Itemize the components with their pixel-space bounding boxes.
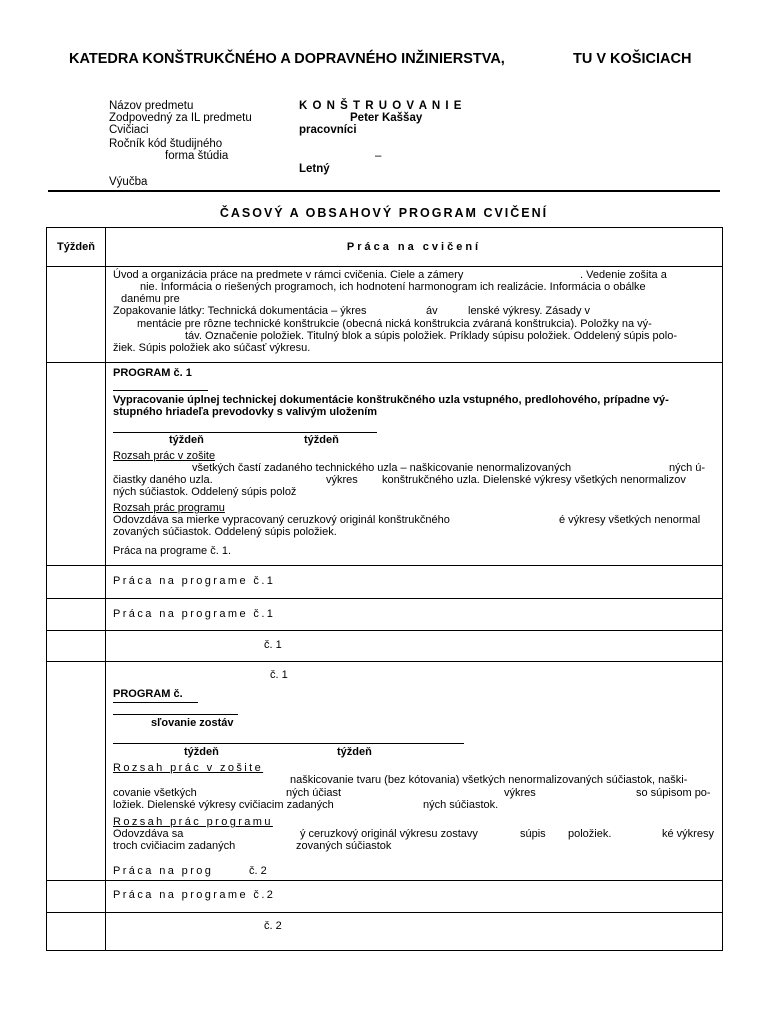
work-cell [106, 631, 723, 662]
program-work-note: Práca na programe č. 1. [113, 545, 232, 557]
row8-text: č. 2 [264, 920, 282, 932]
row6-top-text: č. 1 [270, 669, 288, 681]
row1-line2: nie. Informácia o riešených programoch, ich hodnotení harmonogram ich realizácie. Informácia o obálke [140, 281, 646, 293]
program-line1a: Odovzdáva sa [113, 828, 184, 840]
work-cell [106, 566, 723, 599]
work-cell [106, 662, 723, 881]
season-value: Letný [299, 163, 330, 175]
program-work-note-a: Práca na prog [113, 865, 214, 877]
week-end: týždeň [304, 434, 339, 446]
program-line2b: zovaných súčiastok [296, 840, 392, 852]
notebook-line2a: covanie všetkých [113, 787, 197, 799]
notebook-line1a: všetkých častí zadaného technického uzla – naškicovanie nenormalizovaných [192, 462, 572, 474]
form-value: – [375, 150, 382, 162]
table-row [47, 881, 723, 913]
responsible-label: Zodpovedný za IL predmetu [109, 112, 252, 124]
university-name: TU V KOŠICIACH [573, 51, 692, 67]
form-label: forma štúdia [165, 150, 229, 162]
row5-text: č. 1 [264, 639, 282, 651]
week-cell [47, 267, 106, 363]
program-line1b: ý ceruzkový originál výkresu zostavy [300, 828, 478, 840]
row1-line4c: lenské výkresy. Zásady v [468, 305, 591, 317]
program-work-note-b: č. 2 [249, 865, 267, 877]
instructors-value: pracovníci [299, 124, 357, 136]
column-header-week: Týždeň [47, 228, 106, 267]
program-1-title-line2: stupného hriadeľa prevodovky s valivým uložením [113, 406, 378, 418]
row4-text: Práca na programe č.1 [113, 608, 276, 620]
scope-notebook-heading: Rozsah prác v zošite [113, 450, 216, 462]
row1-line6: táv. Označenie položiek. Titulný blok a súpis položiek. Príklady súpisu položiek. Oddelený súpis polo- [185, 330, 678, 342]
row1-line4b: áv [426, 305, 438, 317]
week-cell [47, 881, 106, 913]
subject-label: Názov predmetu [109, 100, 194, 112]
week-end: týždeň [337, 746, 372, 758]
table-row [47, 566, 723, 599]
row3-text: Práca na programe č.1 [113, 575, 276, 587]
program-1-title-line1: Vypracovanie úplnej technickej dokumentácie konštrukčného uzla vstupného, predlohového, prípadne vý- [113, 394, 669, 406]
year-label: Ročník kód študijného [109, 138, 223, 150]
week-cell [47, 631, 106, 662]
work-cell [106, 267, 723, 363]
program-line2: zovaných súčiastok. Oddelený súpis položiek. [113, 526, 337, 538]
row1-line1a: Úvod a organizácia práce na predmete v rámci cvičenia. Ciele a zámery [113, 269, 464, 281]
row1-line4a: Zopakovanie látky: Technická dokumentácia – ýkres [113, 305, 367, 317]
notebook-line2d: so súpisom po- [636, 787, 711, 799]
row1-line7: žiek. Súpis položiek ako súčasť výkresu. [113, 342, 311, 354]
week-start: týždeň [184, 746, 219, 758]
notebook-line2b: výkres [326, 474, 358, 486]
table-row [47, 631, 723, 662]
work-cell [106, 881, 723, 913]
program-line2a: troch cvičiacim zadaných [113, 840, 236, 852]
week-cell [47, 913, 106, 951]
row7-text: Práca na programe č.2 [113, 889, 276, 901]
scope-program-heading: Rozsah prác programu [113, 502, 225, 514]
notebook-line3b: ných súčiastok. [423, 799, 499, 811]
work-cell [106, 913, 723, 951]
table-header-row [47, 228, 723, 267]
program-line1b: é výkresy všetkých nenormal [559, 514, 701, 526]
department-title: KATEDRA KONŠTRUKČNÉHO A DOPRAVNÉHO INŽINIERSTVA, [69, 51, 505, 67]
table-row [47, 267, 723, 363]
program-2-heading: PROGRAM č. [113, 688, 183, 700]
program-line1e: ké výkresy [662, 828, 714, 840]
teaching-label: Výučba [109, 176, 148, 188]
program-line1c: súpis [520, 828, 546, 840]
notebook-line1: naškicovanie tvaru (bez kótovania) všetkých nenormalizovaných súčiastok, naški- [290, 774, 688, 786]
responsible-value: Peter Kaššay [350, 112, 423, 124]
blank-line [113, 390, 208, 391]
table-row [47, 363, 723, 566]
notebook-line2c: výkres [504, 787, 536, 799]
notebook-line2a: čiastky daného uzla. [113, 474, 213, 486]
instructors-label: Cvičiaci [109, 124, 149, 136]
week-cell [47, 363, 106, 566]
blank-line [113, 714, 238, 715]
table-row [47, 662, 723, 881]
week-cell [47, 662, 106, 881]
table-row [47, 913, 723, 951]
program-1-heading: PROGRAM č. 1 [113, 367, 192, 379]
week-start: týždeň [169, 434, 204, 446]
row1-line1b: . Vedenie zošita a [580, 269, 667, 281]
blank-line [113, 702, 198, 703]
week-cell [47, 599, 106, 631]
notebook-line2c: konštrukčného uzla. Dielenské výkresy všetkých nenormalizov [382, 474, 686, 486]
column-header-work: Práca na cvičení [106, 228, 723, 267]
work-cell [106, 599, 723, 631]
notebook-line3a: ložiek. Dielenské výkresy cvičiacim zadaných [113, 799, 334, 811]
program-table [46, 227, 723, 951]
table-row [47, 599, 723, 631]
row1-line3: danému pre [121, 293, 180, 305]
program-2-subtitle: sľovanie zostáv [151, 717, 234, 729]
work-cell [106, 363, 723, 566]
header-divider [48, 190, 720, 192]
section-title: ČASOVÝ A OBSAHOVÝ PROGRAM CVIČENÍ [219, 206, 549, 220]
row1-line5: mentácie pre rôzne technické konštrukcie (obecná nická konštrukcia zváraná konštrukcia). Položky na vý- [137, 318, 652, 330]
notebook-line3: ných súčiastok. Oddelený súpis polož [113, 486, 297, 498]
notebook-line2b: ných účiast [286, 787, 342, 799]
notebook-line1b: ných ú- [669, 462, 706, 474]
scope-notebook-heading: Rozsah prác v zošite [113, 762, 264, 774]
program-line1a: Odovzdáva sa mierke vypracovaný ceruzkový originál konštrukčného [113, 514, 450, 526]
subject-value: K O N Š T R U O V A N I E [299, 100, 463, 112]
week-cell [47, 566, 106, 599]
scope-program-heading: Rozsah prác programu [113, 816, 273, 828]
blank-line [113, 743, 464, 744]
blank-line [113, 432, 377, 433]
program-line1d: položiek. [568, 828, 612, 840]
